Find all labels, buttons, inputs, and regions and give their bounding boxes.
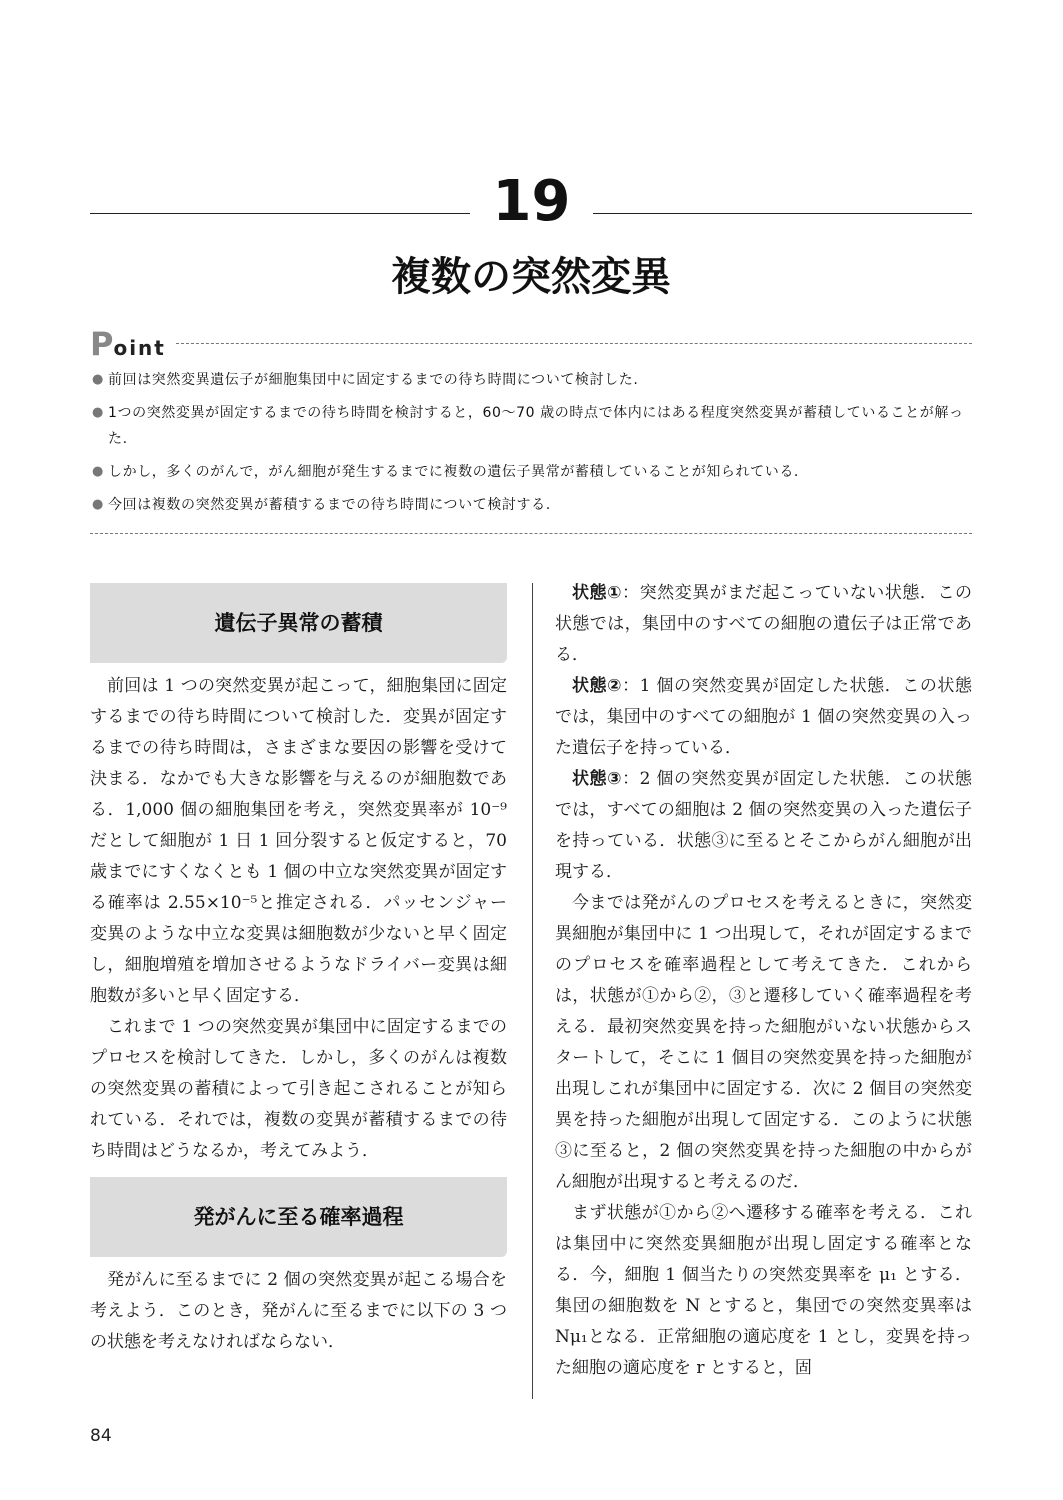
section-heading-accumulation: 遺伝子異常の蓄積 <box>90 583 507 663</box>
chapter-number: 19 <box>492 169 571 234</box>
state-text: ：2 個の突然変異が固定した状態．この状態では，すべての細胞は 2 個の突然変異の入った遺伝子を持っている．状態③に至るとそこからがん細胞が出現する． <box>555 769 972 882</box>
point-bottom-rule <box>90 533 972 534</box>
point-item <box>90 459 972 485</box>
page-number: 84 <box>90 1426 112 1446</box>
section-heading-stochastic-process: 発がんに至る確率過程 <box>90 1177 507 1257</box>
point-item-text: 前回は突然変異遺伝子が細胞集団中に固定するまでの待ち時間について検討した. <box>108 372 639 388</box>
column-divider <box>532 583 533 1399</box>
point-heading <box>90 327 972 361</box>
state-text: ：1 個の突然変異が固定した状態．この状態では，集団中のすべての細胞が 1 個の突然変異の入った遺伝子を持っている． <box>555 676 972 758</box>
body-paragraph: 発がんに至るまでに 2 個の突然変異が起こる場合を考えよう．このとき，発がんに至るまでに以下の 3 つの状態を考えなければならない． <box>90 1270 507 1352</box>
bullet-icon: ● <box>92 372 104 387</box>
state-label: 状態③ <box>572 769 623 789</box>
point-box <box>90 327 972 525</box>
point-item <box>90 492 972 518</box>
state-paragraph <box>555 578 972 671</box>
body-paragraph: 前回は 1 つの突然変異が起こって，細胞集団に固定するまでの待ち時間について検討した．変異が固定するまでの待ち時間は，さまざまな要因の影響を受けて決まる．なかでも大きな影響を与えるのが細胞数である．1,000 個の細胞集団を考え，突然変異率が 10⁻⁹だとして細胞が 1 日 1 回分裂すると仮定すると，70 歳までにすくなくとも 1 個の中立な突然変異が固定する確率は 2.55×10⁻⁵と推定される．パッセンジャー変異のような中立な変異は細胞数が少ないと早く固定し，細胞増殖を増加させるようなドライバー変異は細胞数が多いと早く固定する． <box>90 676 507 1006</box>
point-item-text: 今回は複数の突然変異が蓄積するまでの待ち時間について検討する. <box>108 497 551 513</box>
point-label <box>90 327 166 361</box>
chapter-header <box>90 170 972 240</box>
point-label-initial: P <box>90 325 114 363</box>
state-paragraph <box>555 671 972 764</box>
bullet-icon: ● <box>92 405 104 420</box>
header-rule-left <box>90 213 470 214</box>
header-rule-right <box>593 213 972 214</box>
chapter-title: 複数の突然変異 <box>391 254 671 300</box>
point-label-rest: oint <box>113 336 166 360</box>
state-label: 状態① <box>572 583 623 603</box>
right-column <box>555 578 972 1384</box>
left-column <box>90 583 507 1358</box>
point-item-text: しかし，多くのがんで，がん細胞が発生するまでに複数の遺伝子異常が蓄積していることが知られている. <box>108 464 799 480</box>
point-dashed-rule <box>176 343 972 344</box>
point-item-text: 1つの突然変異が固定するまでの待ち時間を検討すると，60～70 歳の時点で体内にはある程度突然変異が蓄積していることが解った. <box>108 405 964 447</box>
point-list <box>90 367 972 518</box>
bullet-icon: ● <box>92 497 104 512</box>
point-item <box>90 400 972 452</box>
state-text: ：突然変異がまだ起こっていない状態．この状態では，集団中のすべての細胞の遺伝子は正常である． <box>555 583 972 665</box>
state-paragraph <box>555 764 972 888</box>
body-paragraph: まず状態が①から②へ遷移する確率を考える．これは集団中に突然変異細胞が出現し固定する確率となる．今，細胞 1 個当たりの突然変異率を μ₁ とする．集団の細胞数を N とすると，集団での突然変異率は Nμ₁となる．正常細胞の適応度を 1 とし，変異を持った細胞の適応度を r とすると，固 <box>555 1203 972 1378</box>
body-paragraph: 今までは発がんのプロセスを考えるときに，突然変異細胞が集団中に 1 つ出現して，それが固定するまでのプロセスを確率過程として考えてきた．これからは，状態が①から②，③と遷移していく確率過程を考える．最初突然変異を持った細胞がいない状態からスタートして，そこに 1 個目の突然変異を持った細胞が出現しこれが集団中に固定する．次に 2 個目の突然変異を持った細胞が出現して固定する．このように状態③に至ると，2 個の突然変異を持った細胞の中からがん細胞が出現すると考えるのだ． <box>555 893 972 1192</box>
bullet-icon: ● <box>92 464 104 479</box>
state-label: 状態② <box>572 676 623 696</box>
body-paragraph: これまで 1 つの突然変異が集団中に固定するまでのプロセスを検討してきた．しかし，多くのがんは複数の突然変異の蓄積によって引き起こされることが知られている．それでは，複数の変異が蓄積するまでの待ち時間はどうなるか，考えてみよう． <box>90 1017 507 1161</box>
point-item <box>90 367 972 393</box>
